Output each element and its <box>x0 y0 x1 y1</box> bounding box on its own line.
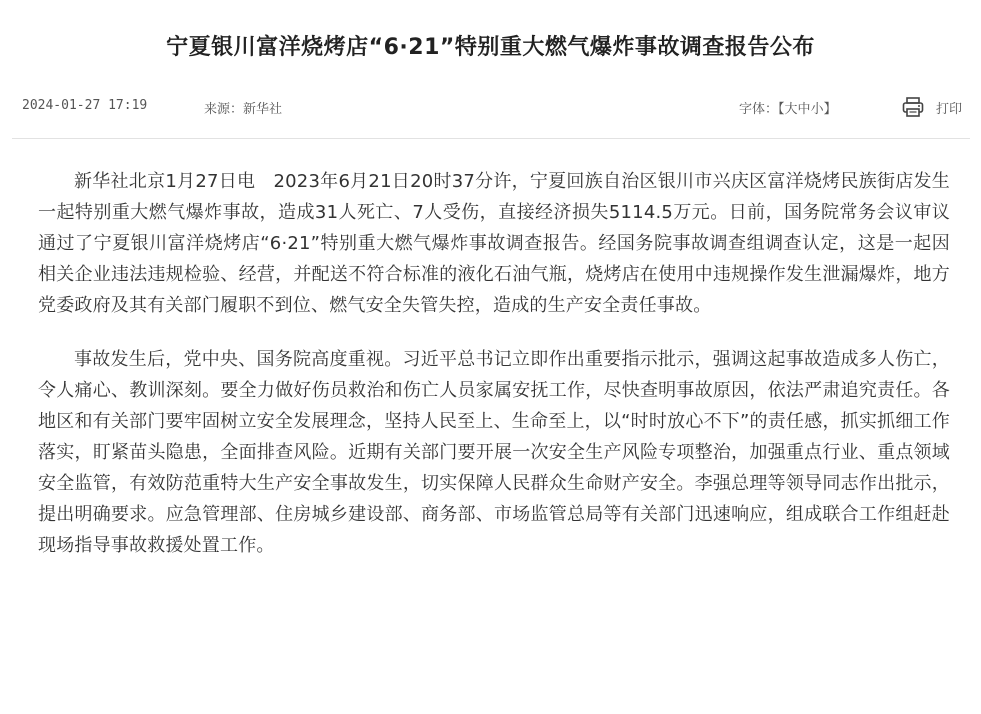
font-bracket-open: 【 <box>778 102 785 117</box>
font-size-small-button[interactable]: 小 <box>810 102 824 117</box>
font-size-control <box>739 98 837 117</box>
publish-datetime: 2024-01-27 17:19 <box>22 98 148 113</box>
font-size-large-button[interactable]: 大 <box>784 102 798 117</box>
header-divider <box>12 138 970 139</box>
article-meta <box>22 96 972 118</box>
article-paragraph: 事故发生后，党中央、国务院高度重视。习近平总书记立即作出重要指示批示，强调这起事故造成多人伤亡，令人痛心、教训深刻。要全力做好伤员救治和伤亡人员家属安抚工作，尽快查明事故原因，依法严肃追究责任。各地区和有关部门要牢固树立安全发展理念，坚持人民至上、生命至上，以“时时放心不下”的责任感，抓实抓细工作落实，盯紧苗头隐患，全面排查风险。近期有关部门要开展一次安全生产风险专项整治，加强重点行业、重点领域安全监管，有效防范重特大生产安全事故发生，切实保障人民群众生命财产安全。李强总理等领导同志作出批示，提出明确要求。应急管理部、住房城乡建设部、商务部、市场监管总局等有关部门迅速响应，组成联合工作组赶赴现场指导事故救援处置工作。 <box>38 349 950 556</box>
source-label: 来源： <box>204 102 244 117</box>
font-bracket-close: 】 <box>823 102 837 117</box>
source-name: 新华社 <box>243 102 283 117</box>
article-paragraph: 新华社北京1月27日电 2023年6月21日20时37分许，宁夏回族自治区银川市兴庆区富洋烧烤民族街店发生一起特别重大燃气爆炸事故，造成31人死亡、7人受伤，直接经济损失5114.5万元。日前，国务院常务会议审议通过了宁夏银川富洋烧烤店“6·21”特别重大燃气爆炸事故调查报告。经国务院事故调查组调查认定，这是一起因相关企业违法违规检验、经营，并配送不符合标准的液化石油气瓶，烧烤店在使用中违规操作发生泄漏爆炸，地方党委政府及其有关部门履职不到位、燃气安全失管失控，造成的生产安全责任事故。 <box>38 171 950 316</box>
font-size-label: 字体： <box>739 102 779 117</box>
font-size-medium-button[interactable]: 中 <box>797 102 811 117</box>
print-label: 打印 <box>936 101 963 117</box>
article-body <box>38 166 950 584</box>
article-title: 宁夏银川富洋烧烤店“6·21”特别重大燃气爆炸事故调查报告公布 <box>166 35 815 60</box>
article-source <box>204 98 282 117</box>
printer-icon <box>902 96 924 118</box>
print-button[interactable] <box>902 96 962 118</box>
